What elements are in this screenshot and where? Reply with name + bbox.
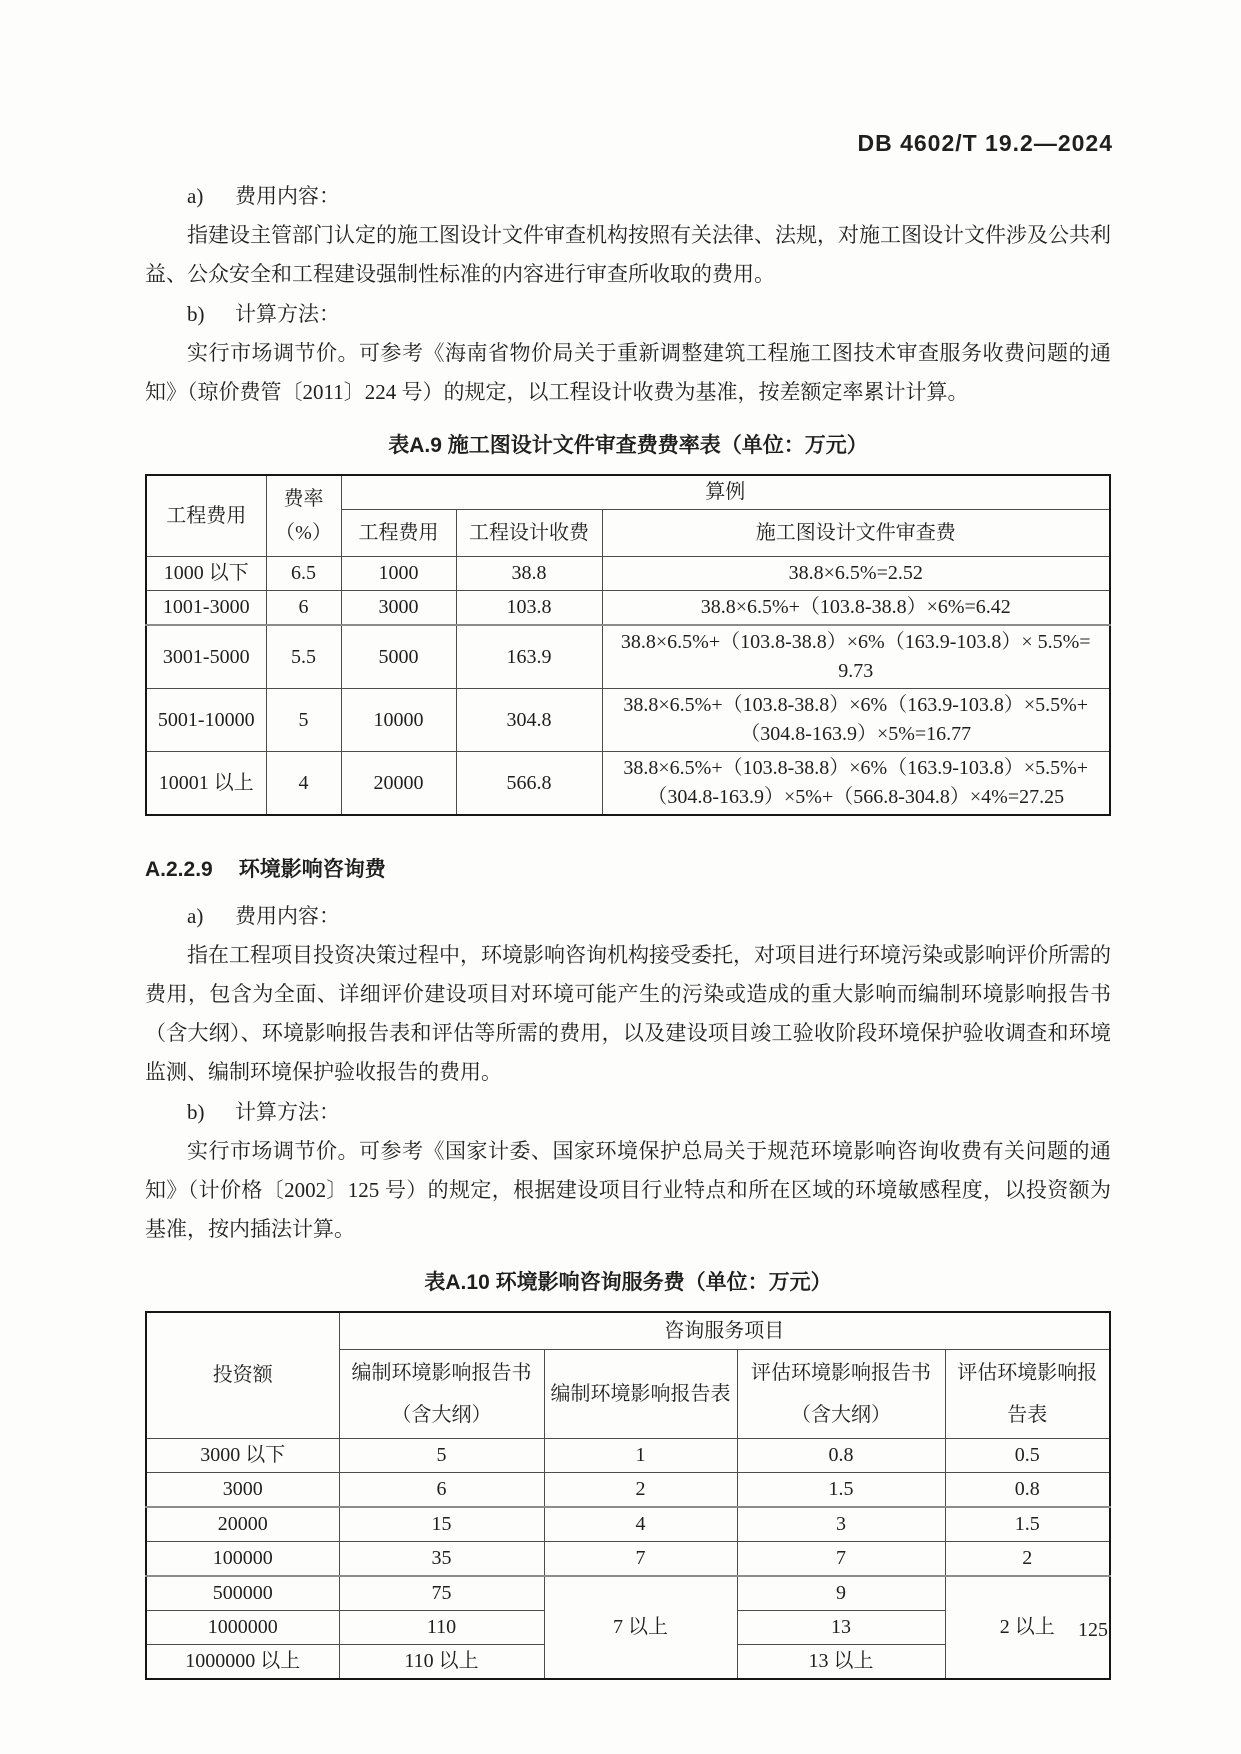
cell-review-fee: 38.8×6.5%=2.52 [602,557,1110,591]
table-row [146,752,1110,816]
list-item-label: a) [187,184,204,208]
cell-review-fee: 38.8×6.5%+（103.8-38.8）×6%（163.9-103.8）×5.5%+（304.8-163.9）×5%+（566.8-304.8）×4%=27.25 [602,752,1110,816]
cell-book: 35 [339,1542,544,1577]
cell-table-merged: 7 以上 [544,1576,737,1679]
col-header-assess-report-table: 评估环境影响报告表 [945,1350,1110,1439]
cell-rate: 5.5 [266,625,341,689]
cell-book: 110 [339,1611,544,1645]
cell-design-fee: 304.8 [456,689,602,752]
col-header-rate [266,475,341,557]
cell-assess-table: 0.5 [945,1439,1110,1473]
cell-investment: 100000 [146,1542,339,1577]
table-header-row [146,1312,1110,1350]
cell-book: 110 以上 [339,1645,544,1680]
page-number: 125 [1078,1619,1108,1641]
cell-assess-book: 13 [737,1611,945,1645]
col-header-rate-line2: （%） [275,522,332,544]
table-row [146,1576,1110,1611]
content-area [145,176,1111,1680]
cell-book: 5 [339,1439,544,1473]
fee-rate-table [145,474,1111,816]
cell-book: 15 [339,1507,544,1542]
col-header-design-fee: 工程设计收费 [456,510,602,557]
cell-cost: 5000 [341,625,456,689]
col-header-assess-report-book [737,1350,945,1439]
cell-assess-book: 0.8 [737,1439,945,1473]
section-title: 环境影响咨询费 [238,858,386,881]
cell-rate: 4 [266,752,341,816]
list-item-a-fee-content [145,176,1111,216]
header-line1: 评估环境影响报告书 [751,1362,931,1384]
col-header-compile-report-table: 编制环境影响报告表 [544,1350,737,1439]
cell-table: 2 [544,1473,737,1508]
list-item-label: b) [187,302,205,326]
cell-review-fee: 38.8×6.5%+（103.8-38.8）×6%（163.9-103.8）× 5.5%=9.73 [602,625,1110,689]
cell-assess-book: 7 [737,1542,945,1577]
cell-design-fee: 103.8 [456,591,602,626]
table-row [146,1439,1110,1473]
section-heading-a229 [145,856,1111,884]
table-a9-caption: 表A.9 施工图设计文件审查费费率表（单位：万元） [388,434,868,457]
table-a10-caption: 表A.10 环境影响咨询服务费（单位：万元） [424,1271,832,1294]
col-header-review-fee: 施工图设计文件审查费 [602,510,1110,557]
cell-table: 7 [544,1542,737,1577]
cell-cost: 20000 [341,752,456,816]
table-row [146,557,1110,591]
col-header-example-cost: 工程费用 [341,510,456,557]
table-header-row [146,475,1110,510]
cell-assess-table: 1.5 [945,1507,1110,1542]
cell-investment: 1000000 以上 [146,1645,339,1680]
standard-number: DB 4602/T 19.2—2024 [857,130,1113,156]
list-item-title: 费用内容： [235,184,340,208]
cell-assess-book: 13 以上 [737,1645,945,1680]
table-row [146,689,1110,752]
cell-design-fee: 38.8 [456,557,602,591]
cell-cost: 10000 [341,689,456,752]
cell-review-fee: 38.8×6.5%+（103.8-38.8）×6%=6.42 [602,591,1110,626]
col-header-investment: 投资额 [146,1312,339,1439]
cell-design-fee: 163.9 [456,625,602,689]
cell-assess-book: 1.5 [737,1473,945,1508]
list-item-a-fee-content [145,896,1111,936]
table-row [146,1507,1110,1542]
cell-assess-book: 3 [737,1507,945,1542]
col-header-services: 咨询服务项目 [339,1312,1110,1350]
list-item-label: a) [187,904,204,928]
cell-range: 5001-10000 [146,689,266,752]
cell-cost: 3000 [341,591,456,626]
cell-cost: 1000 [341,557,456,591]
list-item-title: 计算方法： [235,1100,340,1124]
cell-table: 4 [544,1507,737,1542]
cell-table: 1 [544,1439,737,1473]
table-row [146,1542,1110,1577]
cell-assess-table: 0.8 [945,1473,1110,1508]
cell-range: 10001 以上 [146,752,266,816]
cell-range: 1001-3000 [146,591,266,626]
list-item-b-calc-method [145,294,1111,334]
cell-book: 75 [339,1576,544,1611]
cell-investment: 1000000 [146,1611,339,1645]
table-row [146,1473,1110,1508]
table-row [146,625,1110,689]
paragraph-fee-content: 指在工程项目投资决策过程中，环境影响咨询机构接受委托，对项目进行环境污染或影响评价所需的费用，包含为全面、详细评价建设项目对环境可能产生的污染或造成的重大影响而编制环境影响报告书（含大纲）、环境影响报告表和评估等所需的费用，以及建设项目竣工验收阶段环境保护验收调查和环境监测、编制环境保护验收报告的费用。 [145,943,1111,1084]
cell-investment: 3000 [146,1473,339,1508]
list-item-label: b) [187,1100,205,1124]
cell-rate: 6.5 [266,557,341,591]
cell-design-fee: 566.8 [456,752,602,816]
cell-review-fee: 38.8×6.5%+（103.8-38.8）×6%（163.9-103.8）×5.5%+（304.8-163.9）×5%=16.77 [602,689,1110,752]
cell-investment: 3000 以下 [146,1439,339,1473]
cell-assess-table-merged: 2 以上 [945,1576,1110,1679]
cell-rate: 5 [266,689,341,752]
col-header-example: 算例 [341,475,1110,510]
cell-assess-table: 2 [945,1542,1110,1577]
header-line2: （含大纲） [391,1404,492,1426]
list-item-title: 费用内容： [235,904,340,928]
list-item-b-calc-method [145,1092,1111,1132]
list-item-title: 计算方法： [235,302,340,326]
cell-assess-book: 9 [737,1576,945,1611]
section-number: A.2.2.9 [145,858,213,881]
paragraph-fee-content: 指建设主管部门认定的施工图设计文件审查机构按照有关法律、法规，对施工图设计文件涉及公共利益、公众安全和工程建设强制性标准的内容进行审查所收取的费用。 [145,223,1111,286]
cell-range: 1000 以下 [146,557,266,591]
col-header-compile-report-book [339,1350,544,1439]
col-header-rate-line1: 费率 [283,488,324,510]
cell-investment: 500000 [146,1576,339,1611]
col-header-project-cost: 工程费用 [146,475,266,557]
cell-rate: 6 [266,591,341,626]
paragraph-calc-method: 实行市场调节价。可参考《国家计委、国家环境保护总局关于规范环境影响咨询收费有关问题的通知》（计价格〔2002〕125 号）的规定，根据建设项目行业特点和所在区域的环境敏感程度，以投资额为基准，按内插法计算。 [145,1139,1111,1241]
paragraph-calc-method: 实行市场调节价。可参考《海南省物价局关于重新调整建筑工程施工图技术审查服务收费问题的通知》（琼价费管〔2011〕224 号）的规定，以工程设计收费为基准，按差额定率累计计算。 [145,341,1111,404]
header-line2: （含大纲） [791,1404,891,1426]
cell-investment: 20000 [146,1507,339,1542]
consulting-fee-table [145,1311,1111,1680]
cell-range: 3001-5000 [146,625,266,689]
table-row [146,591,1110,626]
cell-book: 6 [339,1473,544,1508]
header-line1: 编制环境影响报告书 [351,1362,532,1384]
